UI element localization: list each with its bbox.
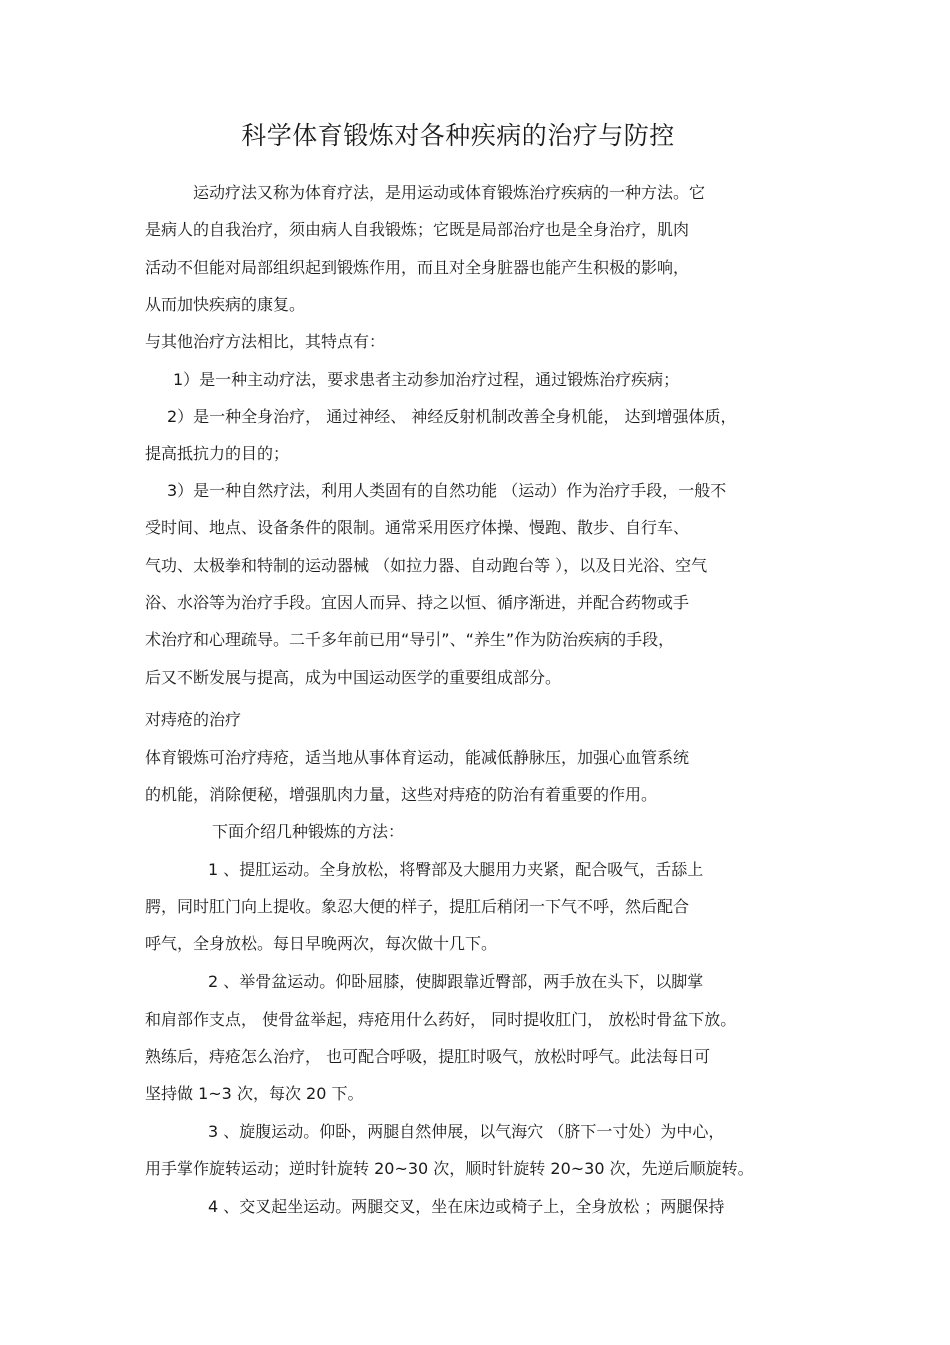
document-title: 科学体育锻炼对各种疾病的治疗与防控 [241,121,675,150]
exercise-line: 呼气，全身放松。每日早晚两次，每次做十几下。 [145,934,498,953]
paragraph-line: 是病人的自我治疗，须由病人自我锻炼；它既是局部治疗也是全身治疗，肌肉 [145,220,690,239]
list-item-line: 术治疗和心理疏导。二千多年前已用“导引”、“养生”作为防治疾病的手段， [145,630,675,649]
paragraph-line: 活动不但能对局部组织起到锻炼作用，而且对全身脏器也能产生积极的影响， [145,258,690,277]
section-heading: 对痔疮的治疗 [145,710,242,729]
list-item-line: 受时间、地点、设备条件的限制。通常采用医疗体操、慢跑、散步、自行车、 [145,518,690,537]
paragraph-line: 运动疗法又称为体育疗法，是用运动或体育锻炼治疗疾病的一种方法。它 [193,183,706,202]
exercise-line: 坚持做 1~3 次，每次 20 下。 [145,1084,364,1103]
list-item-line: 气功、太极拳和特制的运动器械 （如拉力器、自动跑台等 ），以及日光浴、空气 [145,556,708,575]
paragraph-line: 下面介绍几种锻炼的方法： [212,822,405,841]
exercise-line: 1 、提肛运动。全身放松，将臀部及大腿用力夹紧，配合吸气，舌舔上 [208,860,704,879]
paragraph-line: 从而加快疾病的康复。 [145,295,306,314]
exercise-line: 用手掌作旋转运动；逆时针旋转 20~30 次，顺时针旋转 20~30 次，先逆后顺旋转。 [145,1159,754,1178]
paragraph-line: 的机能，消除便秘，增强肌肉力量，这些对痔疮的防治有着重要的作用。 [145,785,658,804]
list-item-line: 2）是一种全身治疗， 通过神经、 神经反射机制改善全身机能， 达到增强体质， [167,407,737,426]
list-item-line: 1）是一种主动疗法，要求患者主动参加治疗过程，通过锻炼治疗疾病； [173,370,680,389]
paragraph-line: 体育锻炼可治疗痔疮，适当地从事体育运动，能减低静脉压，加强心血管系统 [145,748,690,767]
list-item-line: 提高抵抗力的目的； [145,444,290,463]
exercise-line: 2 、举骨盆运动。仰卧屈膝，使脚跟靠近臀部，两手放在头下，以脚掌 [208,972,704,991]
exercise-line: 3 、旋腹运动。仰卧，两腿自然伸展，以气海穴 （脐下一寸处）为中心， [208,1122,725,1141]
list-item-line: 3）是一种自然疗法，利用人类固有的自然功能 （运动）作为治疗手段，一般不 [167,481,727,500]
exercise-line: 腭，同时肛门向上提收。象忍大便的样子，提肛后稍闭一下气不呼，然后配合 [145,897,690,916]
exercise-line: 熟练后，痔疮怎么治疗， 也可配合呼吸，提肛时吸气，放松时呼气。此法每日可 [145,1047,711,1066]
paragraph-line: 与其他治疗方法相比，其特点有： [145,332,386,351]
exercise-line: 和肩部作支点， 使骨盆举起，痔疮用什么药好， 同时提收肛门， 放松时骨盆下放。 [145,1010,737,1029]
list-item-line: 后又不断发展与提高，成为中国运动医学的重要组成部分。 [145,668,562,687]
list-item-line: 浴、水浴等为治疗手段。宜因人而异、持之以恒、循序渐进，并配合药物或手 [145,593,690,612]
exercise-line: 4 、交叉起坐运动。两腿交叉，坐在床边或椅子上，全身放松 ；两腿保持 [208,1197,725,1216]
